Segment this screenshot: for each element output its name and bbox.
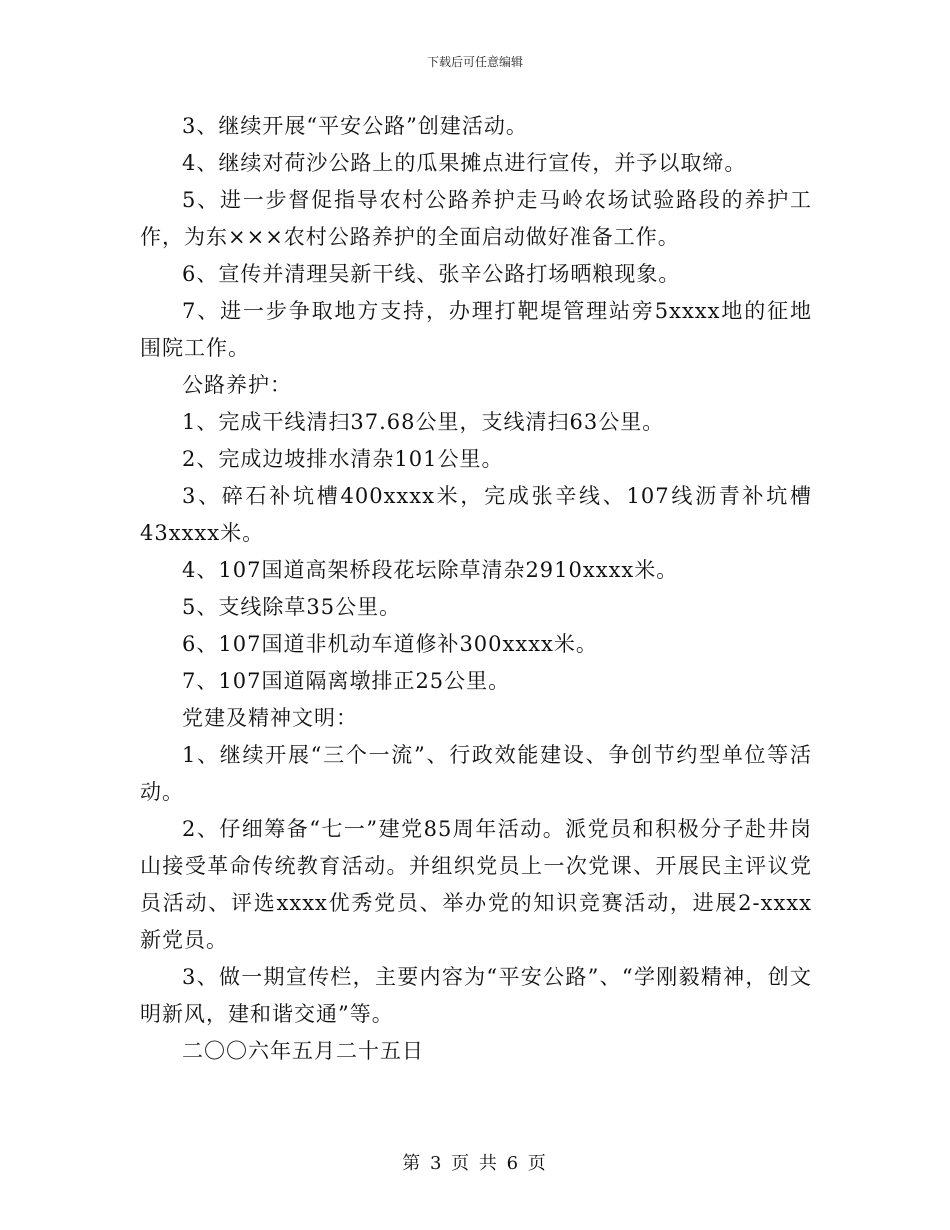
party-item-2: 2、仔细筹备“七一”建党85周年活动。派党员和积极分子赴井岗山接受革命传统教育活动。并组织党员上一次党课、开展民主评议党员活动、评选xxxx优秀党员、举办党的知识竞赛活动，进展2-xxxx新党员。 <box>140 817 812 952</box>
maintenance-item-3: 3、碎石补坑槽400xxxx米，完成张辛线、107线沥青补坑槽43xxxx米。 <box>140 484 812 545</box>
item-4-fruit-stalls: 4、继续对荷沙公路上的瓜果摊点进行宣传，并予以取缔。 <box>182 151 747 175</box>
item-6-grain-drying-cleanup: 6、宣传并清理吴新干线、张辛公路打场晒粮现象。 <box>182 262 681 286</box>
item-3-safe-road: 3、继续开展“平安公路”创建活动。 <box>182 114 528 138</box>
page-number: 第 3 页 共 6 页 <box>402 1153 548 1174</box>
document-body <box>140 108 812 1070</box>
page-header: 下载后可任意编辑 <box>426 55 523 69</box>
maintenance-item-2: 2、完成边坡排水清杂101公里。 <box>182 447 504 471</box>
item-7-land-acquisition: 7、进一步争取地方支持，办理打靶堤管理站旁5xxxx地的征地围院工作。 <box>140 299 812 360</box>
maintenance-item-5: 5、支线除草35公里。 <box>182 595 402 619</box>
item-5-rural-road-maintenance: 5、进一步督促指导农村公路养护走马岭农场试验路段的养护工作，为东×××农村公路养护的全面启动做好准备工作。 <box>140 188 812 249</box>
section-heading-road-maintenance: 公路养护： <box>182 373 292 397</box>
maintenance-item-7: 7、107国道隔离墩排正25公里。 <box>182 669 511 693</box>
maintenance-item-1: 1、完成干线清扫37.68公里，支线清扫63公里。 <box>182 410 665 434</box>
document-date: 二〇〇六年五月二十五日 <box>182 1039 424 1063</box>
maintenance-item-4: 4、107国道高架桥段花坛除草清杂2910xxxx米。 <box>182 558 679 582</box>
maintenance-item-6: 6、107国道非机动车道修补300xxxx米。 <box>182 632 598 656</box>
section-heading-party-building: 党建及精神文明： <box>182 706 358 730</box>
party-item-1: 1、继续开展“三个一流”、行政效能建设、争创节约型单位等活动。 <box>140 743 812 804</box>
party-item-3: 3、做一期宣传栏，主要内容为“平安公路”、“学刚毅精神，创文明新风，建和谐交通”等。 <box>140 965 812 1026</box>
